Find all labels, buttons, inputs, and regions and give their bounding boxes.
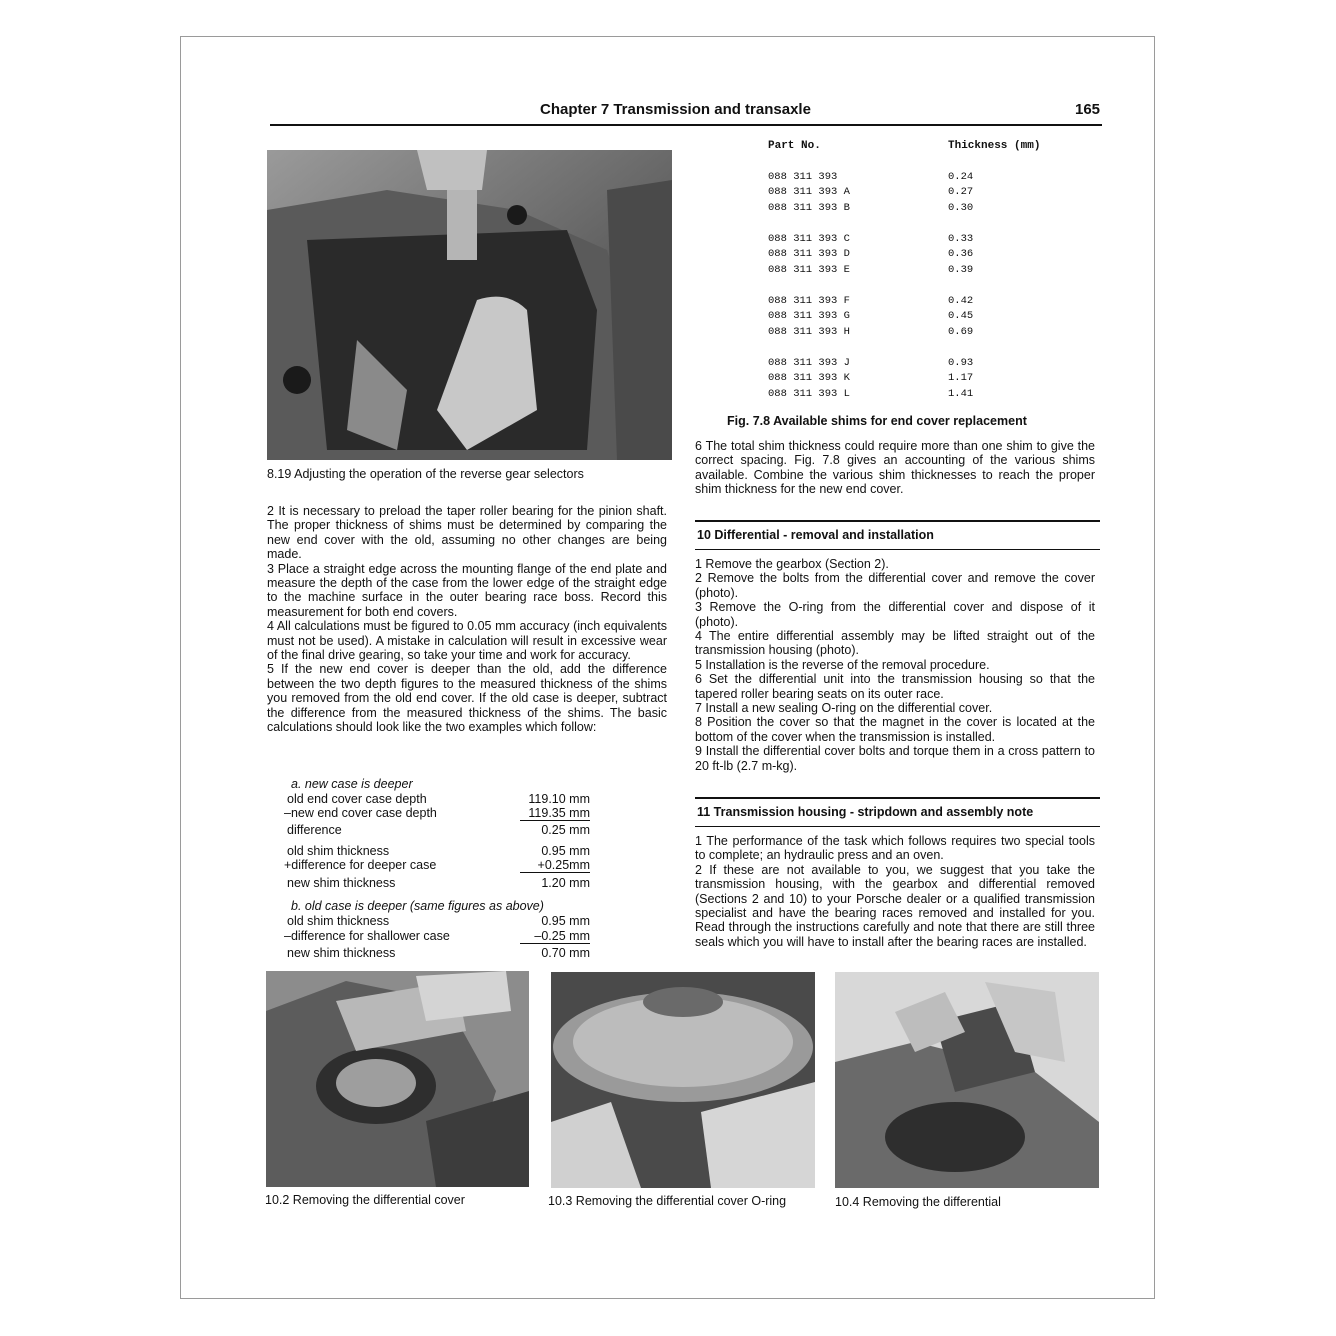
section-11-heading: 11 Transmission housing - stripdown and assembly note — [697, 805, 1034, 819]
shim-thickness: 1.17 — [948, 372, 974, 384]
calc-value: 0.70 mm — [541, 946, 590, 960]
photo-caption-10-3: 10.3 Removing the differential cover O-ring — [548, 1194, 787, 1208]
shim-part: 088 311 393 K — [768, 372, 850, 384]
section-11-body — [695, 834, 1095, 949]
shim-part: 088 311 393 A — [768, 186, 850, 198]
section-10-top-rule — [695, 520, 1100, 522]
calc-label: old shim thickness — [287, 844, 390, 858]
section-10-step: 2 Remove the bolts from the differential cover and remove the cover (photo). — [695, 571, 1095, 600]
shim-thickness: 0.42 — [948, 295, 974, 307]
shim-thickness: 1.41 — [948, 388, 974, 400]
section-11-top-rule — [695, 797, 1100, 799]
example-b-heading: b. old case is deeper (same figures as above) — [291, 899, 544, 913]
shim-part: 088 311 393 — [768, 171, 838, 183]
shim-thickness: 0.24 — [948, 171, 974, 183]
shim-part: 088 311 393 L — [768, 388, 850, 400]
shim-part: 088 311 393 B — [768, 202, 850, 214]
shim-part: 088 311 393 E — [768, 264, 850, 276]
left-body-text — [267, 504, 667, 735]
calc-value: –0.25 mm — [534, 929, 590, 943]
calc-label: old shim thickness — [287, 914, 390, 928]
section-11-bottom-rule — [695, 826, 1100, 827]
shim-table-header-part: Part No. — [768, 140, 821, 152]
shim-part: 088 311 393 F — [768, 295, 850, 307]
photo-reverse-gear-selectors — [267, 150, 672, 460]
shim-thickness: 0.93 — [948, 357, 974, 369]
shim-part: 088 311 393 D — [768, 248, 850, 260]
section-10-step: 7 Install a new sealing O-ring on the differential cover. — [695, 701, 993, 716]
photo-differential-cover-o-ring — [551, 972, 815, 1188]
header-rule — [270, 124, 1102, 126]
section-11-step: 1 The performance of the task which follows requires two special tools to complete; an hydraulic press and an oven. — [695, 834, 1095, 863]
shim-thickness: 0.30 — [948, 202, 974, 214]
shim-thickness: 0.33 — [948, 233, 974, 245]
calc-label: new shim thickness — [287, 946, 396, 960]
shim-table-header-thickness: Thickness (mm) — [948, 140, 1041, 152]
calc-underline — [520, 872, 590, 873]
calc-value: 119.10 mm — [528, 792, 590, 806]
shim-thickness: 0.39 — [948, 264, 974, 276]
photo-removing-differential — [835, 972, 1099, 1188]
calc-label: new shim thickness — [287, 876, 396, 890]
paragraph-2: 2 It is necessary to preload the taper roller bearing for the pinion shaft. The proper thickness of shims must be determined by comparing the new end cover with the old, assuming no other changes are being made. — [267, 504, 667, 562]
calc-label: +difference for deeper case — [284, 858, 437, 872]
calc-value: 0.95 mm — [541, 914, 590, 928]
paragraph-4: 4 All calculations must be figured to 0.05 mm accuracy (inch equivalents must not be used). A mistake in calculation will result in excessive wear of the final drive gearing, so take your time and work for accuracy. — [267, 619, 667, 663]
section-10-step: 6 Set the differential unit into the transmission housing so that the tapered roller bearing seats on its outer race. — [695, 672, 1095, 701]
shim-part: 088 311 393 C — [768, 233, 850, 245]
calc-underline — [520, 820, 590, 821]
calc-value: +0.25mm — [537, 858, 590, 872]
example-a-heading: a. new case is deeper — [291, 777, 413, 791]
calc-value: 119.35 mm — [528, 806, 590, 820]
section-10-step: 9 Install the differential cover bolts and torque them in a cross pattern to 20 ft-lb (2.7 m-kg). — [695, 744, 1095, 773]
paragraph-5: 5 If the new end cover is deeper than the old, add the difference between the two depth figures to the measured thickness of the shims you removed from the old end cover. If the old case is deeper, subtract the difference from the measured thickness of the shims. The basic calculations should look like the two examples which follow: — [267, 662, 667, 735]
section-10-body — [695, 557, 1095, 773]
photo-differential-cover — [266, 971, 529, 1187]
shim-thickness: 0.69 — [948, 326, 974, 338]
paragraph-6: 6 The total shim thickness could require more than one shim to give the correct spacing. Fig. 7.8 gives an accounting of the various shims available. Combine the various shim thicknesses to reach the proper shim thickness for the new end cover. — [695, 439, 1095, 497]
page-number: 165 — [1075, 101, 1101, 118]
calc-value: 0.25 mm — [541, 823, 590, 837]
calc-label: old end cover case depth — [287, 792, 427, 806]
paragraph-3: 3 Place a straight edge across the mounting flange of the end plate and measure the depth of the case from the lower edge of the straight edge to the machine surface in the outer bearing race boss. Record this measurement for both end covers. — [267, 561, 667, 619]
section-11-step: 2 If these are not available to you, we suggest that you take the transmission housing, with the gearbox and differential removed (Sections 2 and 10) to your Porsche dealer or a qualified transmission specialist and have the bearing races removed and installed for you. Read through the instructions carefully and note that there are still three seals which you will have to install after the bearing races are installed. — [695, 862, 1095, 949]
calc-label: difference — [287, 823, 342, 837]
calc-underline — [520, 943, 590, 944]
figure-caption-7-8: Fig. 7.8 Available shims for end cover replacement — [727, 414, 1027, 428]
photo-caption-10-4: 10.4 Removing the differential — [835, 1195, 1001, 1209]
shim-part: 088 311 393 J — [768, 357, 850, 369]
shim-thickness: 0.27 — [948, 186, 974, 198]
photo-caption-8-19: 8.19 Adjusting the operation of the reverse gear selectors — [267, 467, 584, 481]
shim-thickness: 0.36 — [948, 248, 974, 260]
section-10-bottom-rule — [695, 549, 1100, 550]
section-10-step: 5 Installation is the reverse of the removal procedure. — [695, 657, 990, 672]
section-10-step: 4 The entire differential assembly may be lifted straight out of the transmission housing (photo). — [695, 629, 1095, 658]
photo-caption-10-2: 10.2 Removing the differential cover — [265, 1193, 465, 1207]
calc-value: 0.95 mm — [541, 844, 590, 858]
calc-label: –difference for shallower case — [284, 929, 450, 943]
section-10-step: 8 Position the cover so that the magnet in the cover is located at the bottom of the cover when the transmission is installed. — [695, 715, 1095, 744]
section-10-step: 1 Remove the gearbox (Section 2). — [695, 557, 889, 571]
shim-part: 088 311 393 H — [768, 326, 850, 338]
section-10-heading: 10 Differential - removal and installation — [697, 528, 934, 542]
section-10-step: 3 Remove the O-ring from the differential cover and dispose of it (photo). — [695, 600, 1095, 629]
shim-part: 088 311 393 G — [768, 310, 850, 322]
chapter-title: Chapter 7 Transmission and transaxle — [540, 101, 811, 118]
calc-label: –new end cover case depth — [284, 806, 437, 820]
calc-value: 1.20 mm — [541, 876, 590, 890]
shim-thickness: 0.45 — [948, 310, 974, 322]
